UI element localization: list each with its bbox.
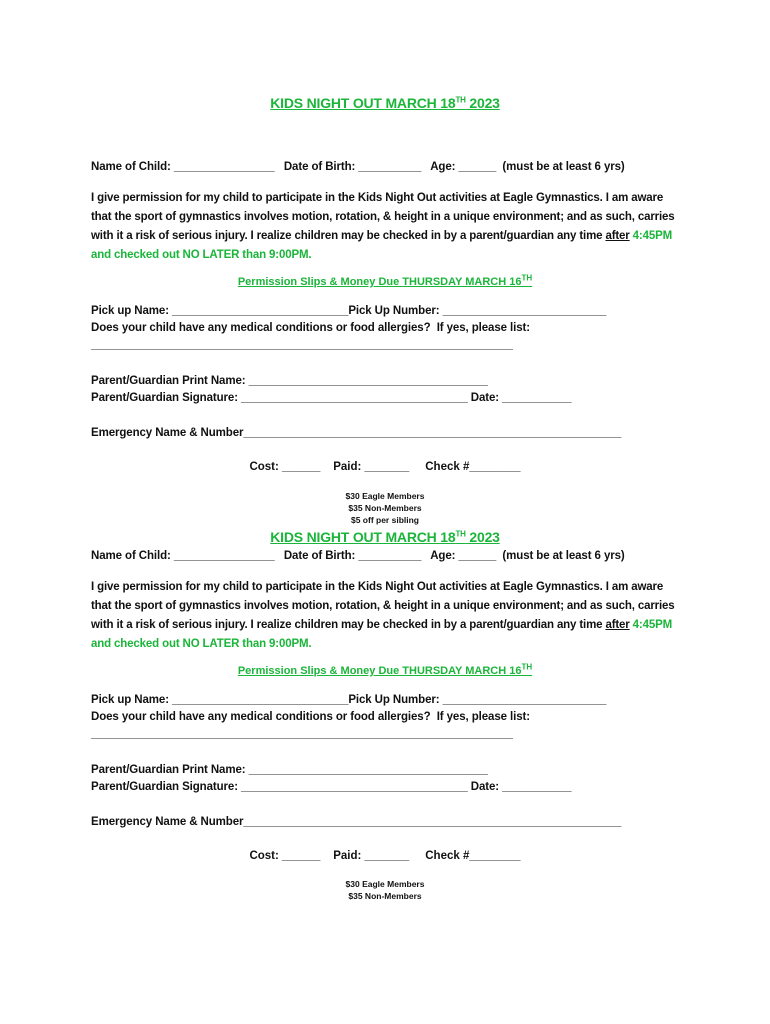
pickup-line[interactable]: Pick up Name: ____________________________Pick Up Number: __________________________ [91, 305, 607, 317]
permission-paragraph: I give permission for my child to participate in the Kids Night Out activities at Eagle Gymnastics. I am aware that the sport of gymnastics involves motion, rotation, & height in a unique environment; and as such, carries with it a risk of serious injury. I realize children may be checked in by a parent/guardian any time after 4:45PM and checked out NO LATER than 9:00PM. [91, 581, 675, 650]
child-info-line[interactable]: Name of Child: ________________ Date of Birth: __________ Age: ______ (must be at least 6 yrs) [91, 161, 625, 173]
due-notice: Permission Slips & Money Due THURSDAY MARCH 16TH [237, 273, 533, 288]
price-sibling: $5 off per sibling [350, 515, 419, 525]
emergency-line[interactable]: Emergency Name & Number____________________________________________________________ [91, 816, 622, 828]
print-name-line[interactable]: Parent/Guardian Print Name: ______________________________________ [91, 764, 488, 776]
permission-paragraph: I give permission for my child to participate in the Kids Night Out activities at Eagle Gymnastics. I am aware that the sport of gymnastics involves motion, rotation, & height in a unique environment; and as such, carries with it a risk of serious injury. I realize children may be checked in by a parent/guardian any time after 4:45PM and checked out NO LATER than 9:00PM. [91, 192, 675, 261]
price-non-members: $35 Non-Members [348, 503, 422, 513]
signature-line[interactable]: Parent/Guardian Signature: ____________________________________ Date: ___________ [91, 392, 572, 404]
form-title: KIDS NIGHT OUT MARCH 18TH 2023 [270, 529, 500, 545]
medical-question: Does your child have any medical conditions or food allergies? If yes, please list: [91, 322, 530, 334]
signature-line[interactable]: Parent/Guardian Signature: ____________________________________ Date: ___________ [91, 781, 572, 793]
medical-question: Does your child have any medical conditions or food allergies? If yes, please list: [91, 711, 530, 723]
cost-line[interactable]: Cost: ______ Paid: _______ Check #________ [249, 461, 521, 473]
price-members: $30 Eagle Members [345, 879, 425, 889]
medical-blank-line[interactable]: ___________________________________________________________________ [91, 339, 513, 351]
emergency-line[interactable]: Emergency Name & Number____________________________________________________________ [91, 427, 622, 439]
due-notice: Permission Slips & Money Due THURSDAY MARCH 16TH [237, 662, 533, 677]
price-list [0, 490, 770, 526]
child-info-line[interactable]: Name of Child: ________________ Date of Birth: __________ Age: ______ (must be at least 6 yrs) [91, 550, 625, 562]
form-title: KIDS NIGHT OUT MARCH 18TH 2023 [270, 95, 500, 111]
medical-blank-line[interactable]: ___________________________________________________________________ [91, 728, 513, 740]
price-list [0, 878, 770, 902]
print-name-line[interactable]: Parent/Guardian Print Name: ______________________________________ [91, 375, 488, 387]
cost-line[interactable]: Cost: ______ Paid: _______ Check #________ [249, 850, 521, 862]
pickup-line[interactable]: Pick up Name: ____________________________Pick Up Number: __________________________ [91, 694, 607, 706]
price-members: $30 Eagle Members [345, 491, 425, 501]
price-non-members: $35 Non-Members [348, 891, 422, 901]
